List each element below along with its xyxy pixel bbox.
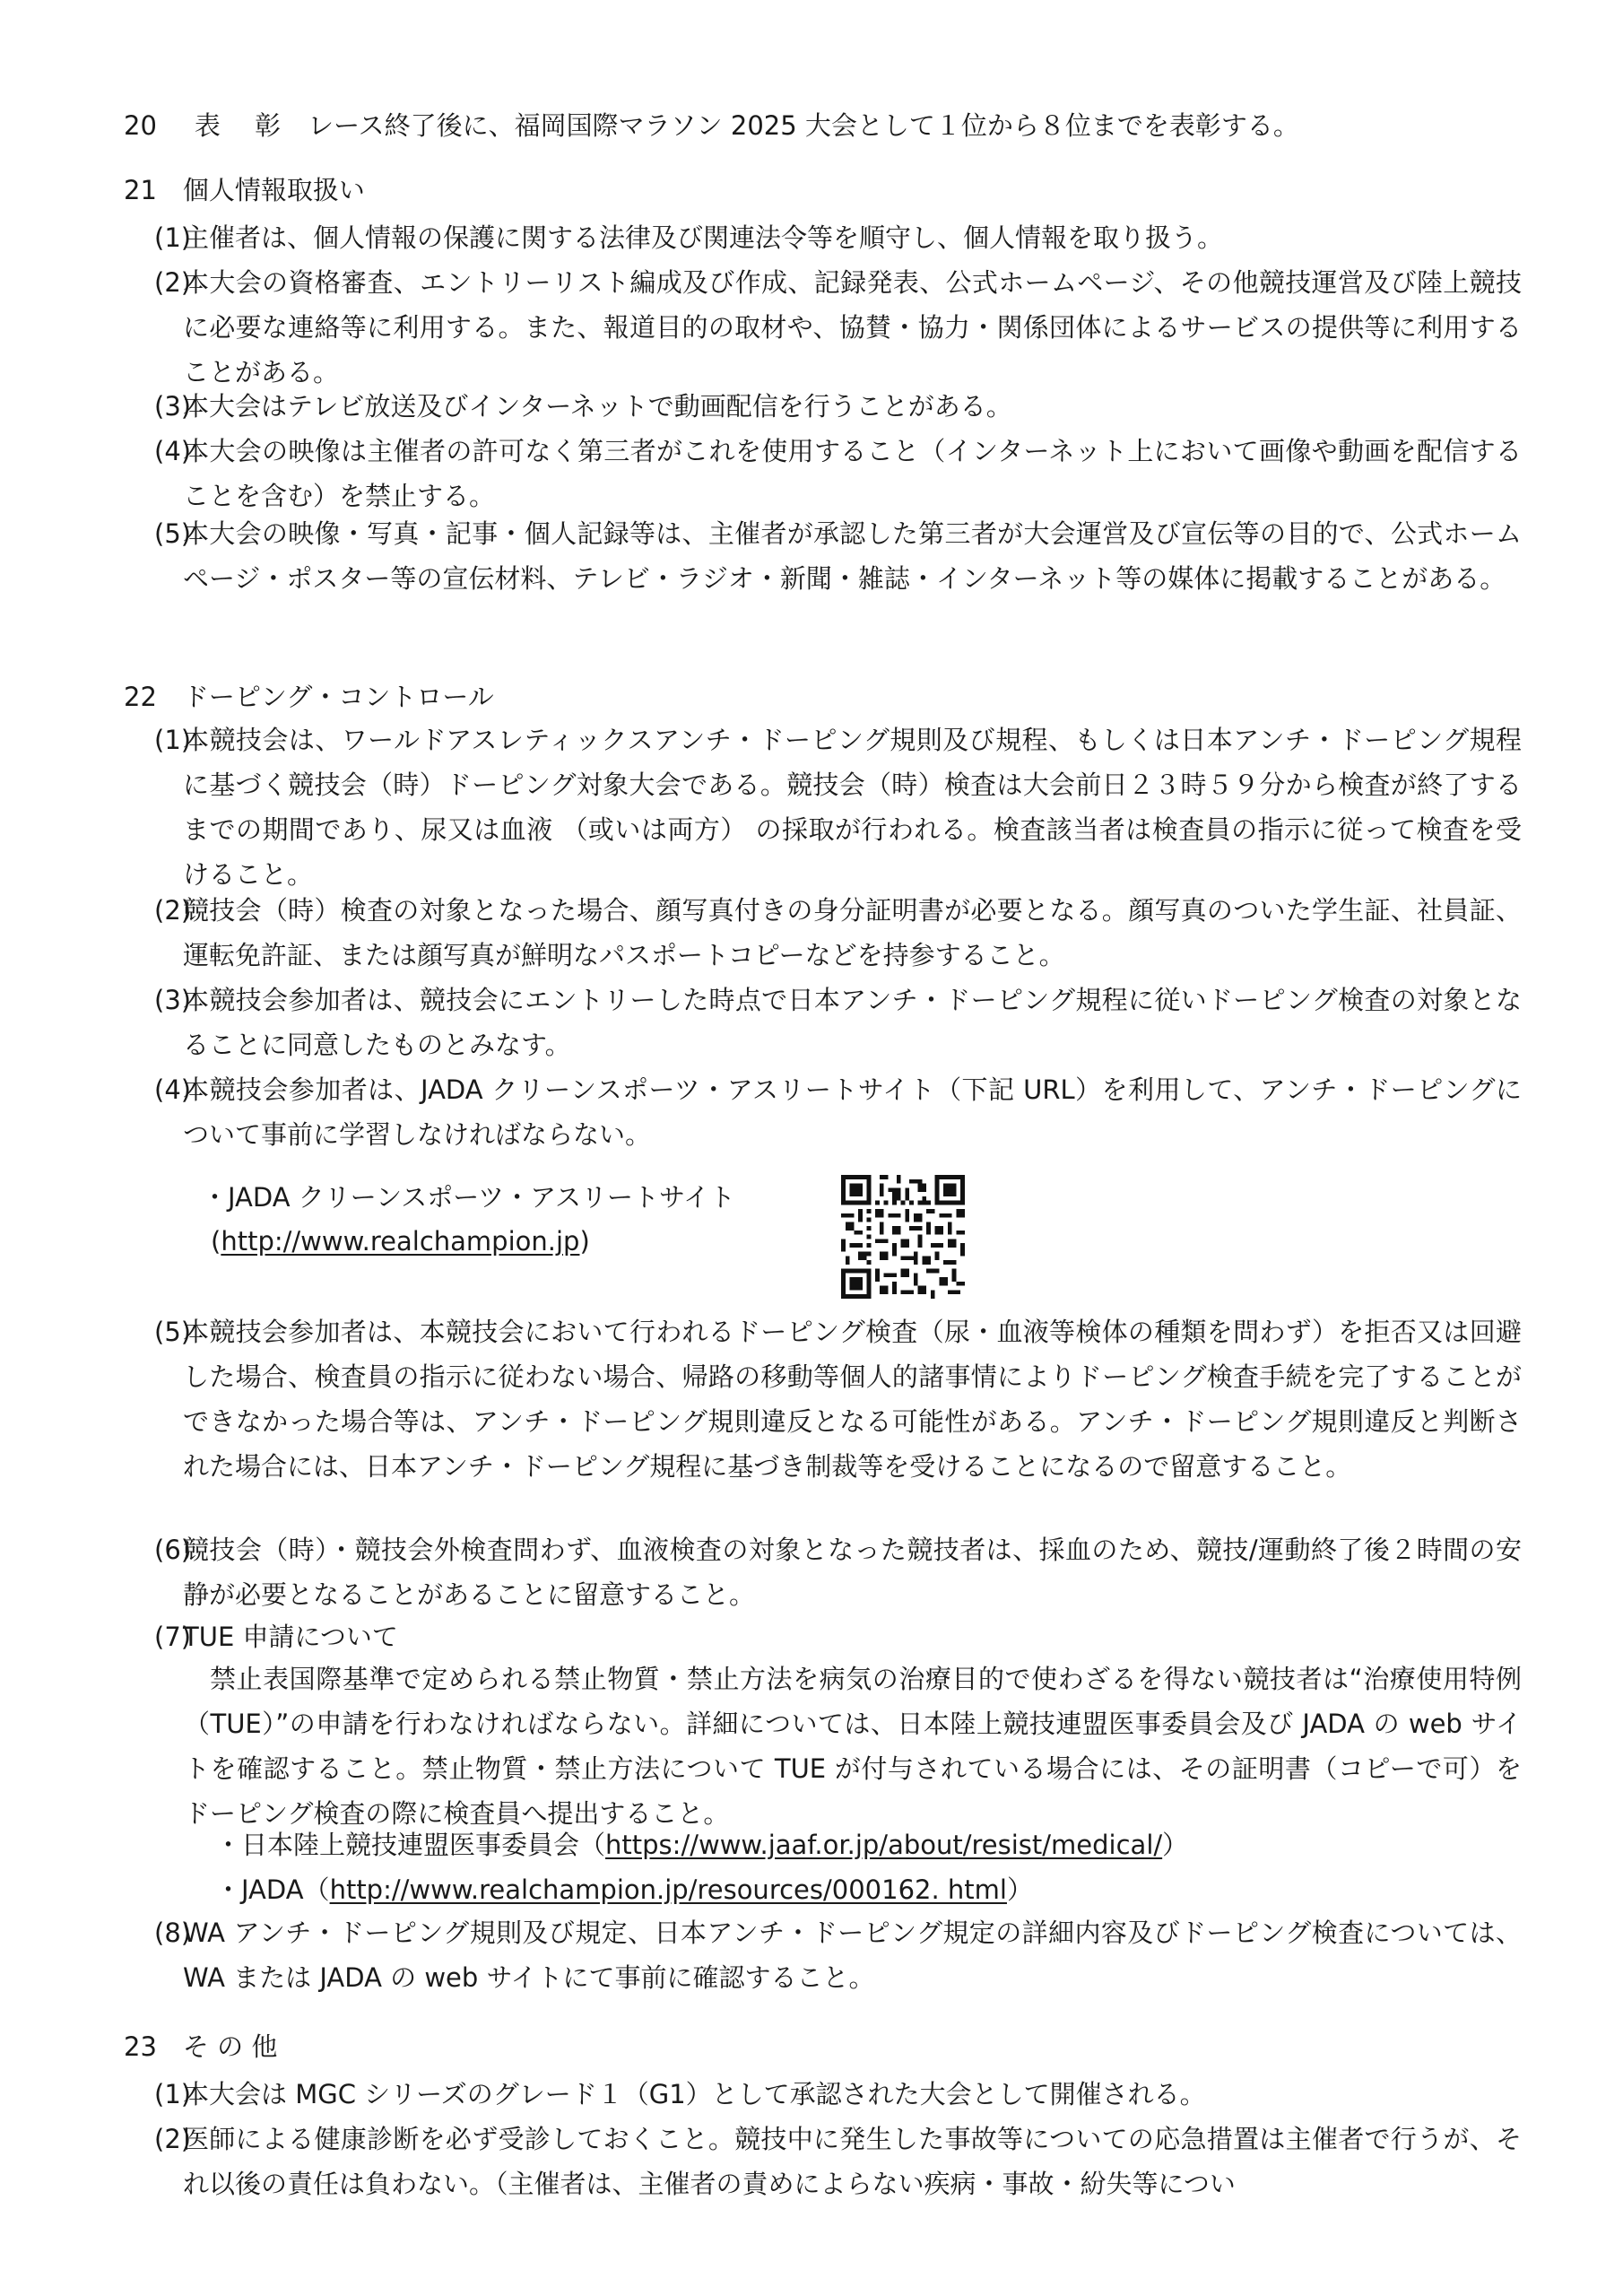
item-text: 本競技会は、ワールドアスレティックスアンチ・ドーピング規則及び規程、もしくは日本アンチ・ドーピング規程に基づく競技会（時）ドーピング対象大会である。競技会（時）検査は大会前日２３時５９分から検査が終了するまでの期間であり、尿又は血液 （或いは両方） の採取が行われる。検査該当者は検査員の指示に従って検査を受けること。 <box>183 725 1522 890</box>
s22-item-3 <box>154 978 1522 1067</box>
item-text: TUE 申請について <box>183 1622 398 1652</box>
item-text: 医師による健康診断を必ず受診しておくこと。競技中に発生した事故等についての応急措置は主催者で行うが、それ以後の責任は負わない。（主催者は、主催者の責めによらない疾病・事故・紛失等につい <box>183 2124 1522 2199</box>
item-text: WA アンチ・ドーピング規則及び規定、日本アンチ・ドーピング規定の詳細内容及びドーピング検査については、WA または JADA の web サイトにて事前に確認すること。 <box>183 1918 1522 1993</box>
s22-item-2 <box>154 888 1522 978</box>
section-20 <box>124 106 1299 145</box>
item-marker: (1) <box>154 725 192 755</box>
item-text: 主催者は、個人情報の保護に関する法律及び関連法令等を順守し、個人情報を取り扱う。 <box>183 222 1224 253</box>
item-text: 本大会は MGC シリーズのグレード１（G1）として承認された大会として開催される。 <box>183 2079 1206 2109</box>
item-text: 本大会の映像は主催者の許可なく第三者がこれを使用すること（インターネット上において画像や動画を配信することを含む）を禁止する。 <box>183 436 1522 511</box>
section-22-heading: 22 ドーピング・コントロール <box>124 682 494 712</box>
section-21-heading: 21 個人情報取扱い <box>124 175 365 205</box>
item-text: 本競技会参加者は、JADA クリーンスポーツ・アスリートサイト（下記 URL）を利用して、アンチ・ドーピングについて事前に学習しなければならない。 <box>183 1074 1522 1150</box>
s22-item-7 <box>154 1614 1522 1659</box>
item-marker: (1) <box>154 222 192 253</box>
s22-item-4 <box>154 1067 1522 1157</box>
item-marker: (5) <box>154 1317 192 1347</box>
s21-item-1 <box>154 215 1522 260</box>
item-text: 本競技会参加者は、競技会にエントリーした時点で日本アンチ・ドーピング規程に従いドーピング検査の対象となることに同意したものとみなす。 <box>183 985 1522 1060</box>
item-text: 本大会の資格審査、エントリーリスト編成及び作成、記録発表、公式ホームページ、その他競技運営及び陸上競技に必要な連絡等に利用する。また、報道目的の取材や、協賛・協力・関係団体によるサービスの提供等に利用することがある。 <box>183 267 1522 387</box>
item-marker: (2) <box>154 2124 192 2154</box>
jada-site-link[interactable]: http://www.realchampion.jp <box>221 1226 580 1257</box>
s23-item-1 <box>154 2072 1522 2117</box>
item-text: 本大会の映像・写真・記事・個人記録等は、主催者が承認した第三者が大会運営及び宣伝等の目的で、公式ホームページ・ポスター等の宣伝材料、テレビ・ラジオ・新聞・雑誌・インターネット等の媒体に掲載することがある。 <box>183 518 1522 594</box>
item-marker: (7) <box>154 1622 192 1652</box>
qr-code <box>841 1175 965 1299</box>
section-23-heading: 23 そ の 他 <box>124 2031 278 2062</box>
tue-link-label: ・日本陸上競技連盟医事委員会 <box>215 1830 580 1860</box>
s22-item-5 <box>154 1309 1522 1489</box>
tue-link-url[interactable]: http://www.realchampion.jp/resources/000162. html <box>329 1874 1007 1905</box>
tue-paragraph: 禁止表国際基準で定められる禁止物質・禁止方法を病気の治療目的で使わざるを得ない競技者は“治療使用特例（TUE）”の申請を行わなければならない。詳細については、日本陸上競技連盟医事委員会及び JADA の web サイトを確認すること。禁止物質・禁止方法について TUE が付与されている場合には、その証明書（コピーで可）をドーピング検査の際に検査員へ提出すること。 <box>184 1664 1522 1829</box>
s21-item-5 <box>154 511 1522 601</box>
section-20-number: 20 <box>124 110 157 141</box>
jada-site-link-line: (http://www.realchampion.jp) <box>211 1226 590 1257</box>
item-marker: (3) <box>154 985 192 1015</box>
s21-item-4 <box>154 429 1522 518</box>
item-marker: (5) <box>154 518 192 549</box>
jada-site-label: ・JADA クリーンスポーツ・アスリートサイト <box>202 1182 735 1213</box>
s21-item-3 <box>154 384 1522 429</box>
item-marker: (2) <box>154 895 192 926</box>
item-text: 競技会（時）検査の対象となった場合、顔写真付きの身分証明書が必要となる。顔写真のついた学生証、社員証、運転免許証、または顔写真が鮮明なパスポートコピーなどを持参すること。 <box>183 895 1522 970</box>
item-marker: (1) <box>154 2079 192 2109</box>
tue-link-label: ・JADA <box>215 1874 304 1905</box>
item-marker: (4) <box>154 436 192 466</box>
section-20-title: 表 彰 <box>194 110 282 141</box>
tue-link-line-2: ・JADA（http://www.realchampion.jp/resources/000162. html） <box>215 1874 1033 1905</box>
item-marker: (2) <box>154 267 192 298</box>
item-text: 本大会はテレビ放送及びインターネットで動画配信を行うことがある。 <box>183 391 1012 422</box>
tue-link-url[interactable]: https://www.jaaf.or.jp/about/resist/medical/ <box>605 1830 1163 1860</box>
tue-link-line-1: ・日本陸上競技連盟医事委員会（https://www.jaaf.or.jp/about/resist/medical/） <box>215 1830 1189 1860</box>
item-marker: (4) <box>154 1074 192 1105</box>
item-marker: (3) <box>154 391 192 422</box>
item-marker: (6) <box>154 1535 192 1565</box>
item-text: 競技会（時）・競技会外検査問わず、血液検査の対象となった競技者は、採血のため、競技/運動終了後２時間の安静が必要となることがあることに留意すること。 <box>183 1535 1522 1610</box>
item-text: 本競技会参加者は、本競技会において行われるドーピング検査（尿・血液等検体の種類を問わず）を拒否又は回避した場合、検査員の指示に従わない場合、帰路の移動等個人的諸事情によりドーピング検査手続を完了することができなかった場合等は、アンチ・ドーピング規則違反となる可能性がある。アンチ・ドーピング規則違反と判断された場合には、日本アンチ・ドーピング規程に基づき制裁等を受けることになるので留意すること。 <box>183 1317 1522 1482</box>
s21-item-2 <box>154 260 1522 395</box>
item-marker: (8) <box>154 1918 192 1948</box>
section-20-text: レース終了後に、福岡国際マラソン 2025 大会として１位から８位までを表彰する。 <box>308 110 1299 141</box>
s22-item-1 <box>154 718 1522 897</box>
s23-item-2 <box>154 2117 1522 2206</box>
s22-item-6 <box>154 1527 1522 1617</box>
s22-item-8 <box>154 1910 1522 2000</box>
